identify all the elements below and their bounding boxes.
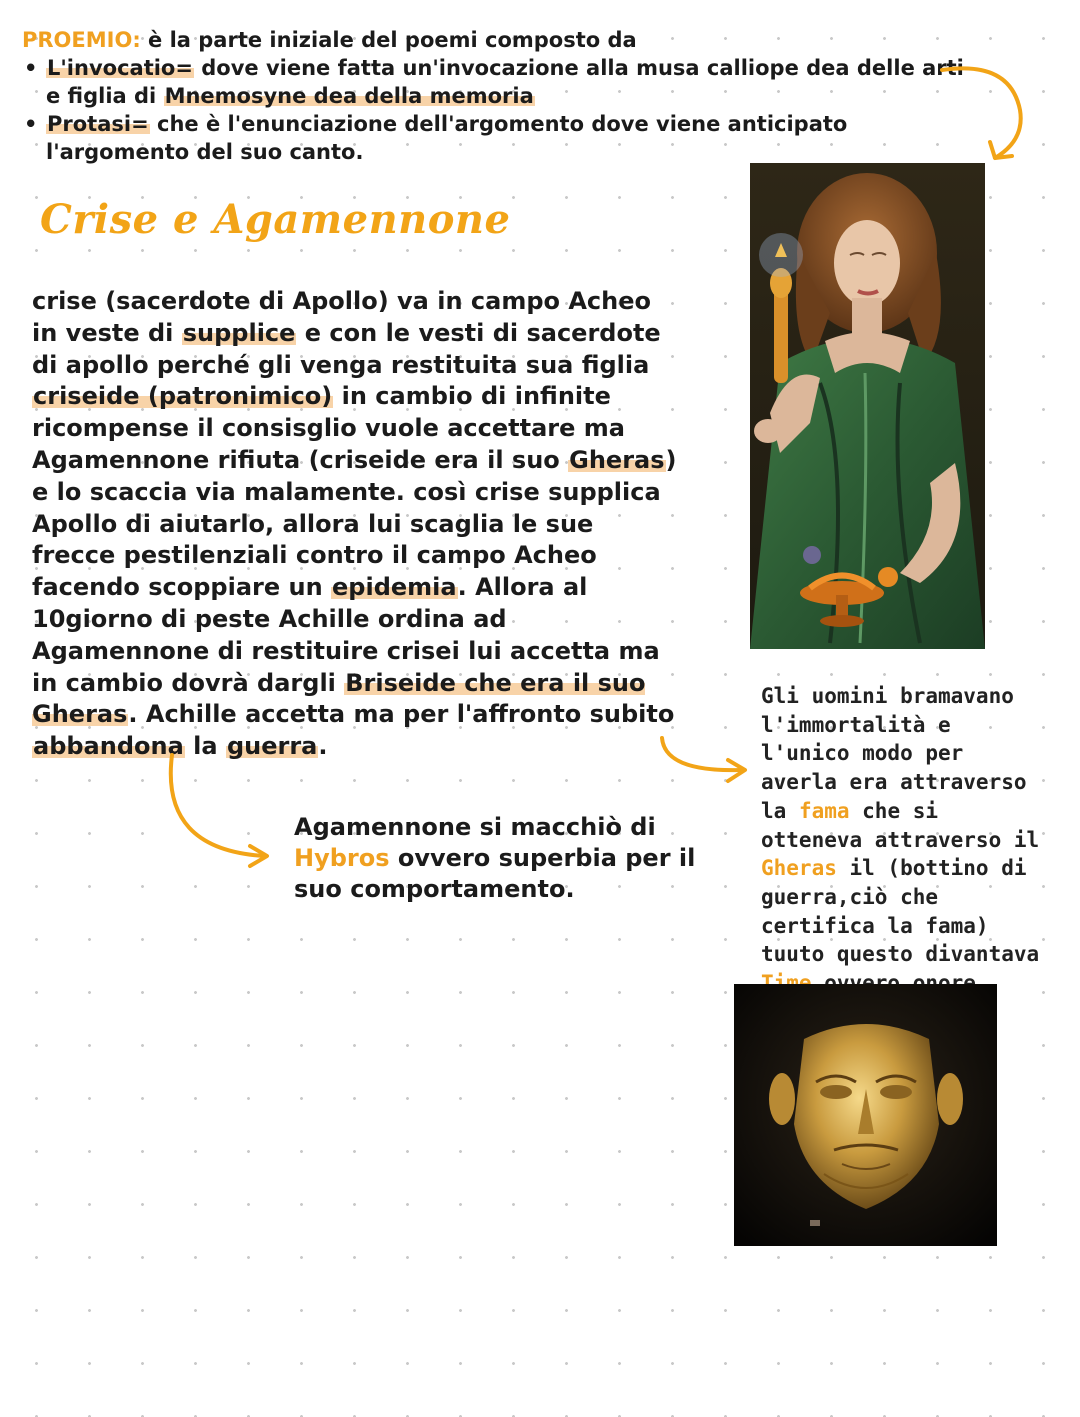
arrow-main-to-hybros <box>171 755 265 856</box>
mask-image <box>734 984 997 1246</box>
proemio-intro-line <box>22 26 982 54</box>
gold-mask-illustration <box>734 984 997 1246</box>
proemio-label: PROEMIO: <box>22 28 141 52</box>
highlight-gheras: Gheras <box>569 445 665 474</box>
section-heading: Crise e Agamennone <box>40 196 511 243</box>
highlight-abbandona: abbandona <box>33 732 184 761</box>
side-note-text-2: che si otteneva attraverso il <box>761 798 1040 852</box>
highlight-supplice: supplice <box>182 318 296 347</box>
main-text-5: . Allora al 10giorno di peste Achille ordina ad Agamennone di restituire crisei lui accetta ma in cambio dovrà dargli <box>32 573 660 697</box>
hybros-text-1: Agamennone si macchiò di <box>294 813 656 841</box>
term-fama: fama <box>798 798 850 823</box>
protasi-text: che è l'enunciazione dell'argomento dove viene anticipato l'argomento del suo canto. <box>46 112 848 164</box>
main-text-7: la <box>184 732 226 761</box>
painting-image <box>750 163 985 649</box>
highlight-criseide: criseide (patronimico) <box>33 382 333 411</box>
invocatio-text: dove viene fatta un'invocazione alla musa calliope dea delle arti e figlia di <box>46 56 964 108</box>
highlight-briseide: Briseide che era il suo Gheras <box>32 668 646 729</box>
invocatio-term: L'invocatio= <box>47 56 193 80</box>
arrow-proemio-to-painting-head <box>990 142 1012 158</box>
hybros-note <box>294 812 714 905</box>
main-text-6: . Achille accetta ma per l'affronto subito <box>128 700 675 729</box>
main-text-2: e con le vesti di sacerdote di apollo perché gli venga restituita sua figlia <box>32 318 661 379</box>
painting-illustration <box>750 163 985 649</box>
bullet-invocatio <box>22 54 982 110</box>
highlight-epidemia: epidemia <box>332 573 457 602</box>
hybros-term: Hybros <box>294 844 390 872</box>
main-text-8: . <box>318 732 328 761</box>
main-text-4: ) e lo scaccia via malamente. così crise supplica Apollo di aiutarlo, allora lui scaglia le sue frecce pestilenziali contro il campo Acheo facendo scoppiare un <box>32 445 677 602</box>
side-note-text-1: Gli uomini bramavano l'immortalità e l'unico modo per averla era attraverso la <box>761 684 1027 823</box>
highlight-guerra: guerra <box>226 732 318 761</box>
main-text-3: in cambio di infinite ricompense il consisglio vuole accettare ma Agamennone rifiuta (criseide era il suo <box>32 382 625 474</box>
hybros-text-2: ovvero superbia per il suo comportamento. <box>294 844 696 903</box>
proemio-intro: è la parte iniziale del poemi composto da <box>140 28 637 52</box>
side-note-text-3: il (bottino di guerra,ciò che certifica la fama) tuuto questo divantava <box>761 856 1040 967</box>
protasi-term: Protasi= <box>47 112 149 136</box>
mnemosyne-highlight: Mnemosyne dea della memoria <box>164 84 534 108</box>
main-paragraph <box>32 286 682 763</box>
bullet-protasi <box>22 110 982 166</box>
proemio-section <box>22 26 982 166</box>
term-gheras: Gheras <box>761 856 837 881</box>
side-note <box>761 682 1051 998</box>
arrow-main-to-sidenote-head <box>728 760 745 781</box>
main-text-1: crise (sacerdote di Apollo) va in campo Acheo in veste di <box>32 287 652 347</box>
arrow-main-to-hybros-head <box>250 846 267 866</box>
